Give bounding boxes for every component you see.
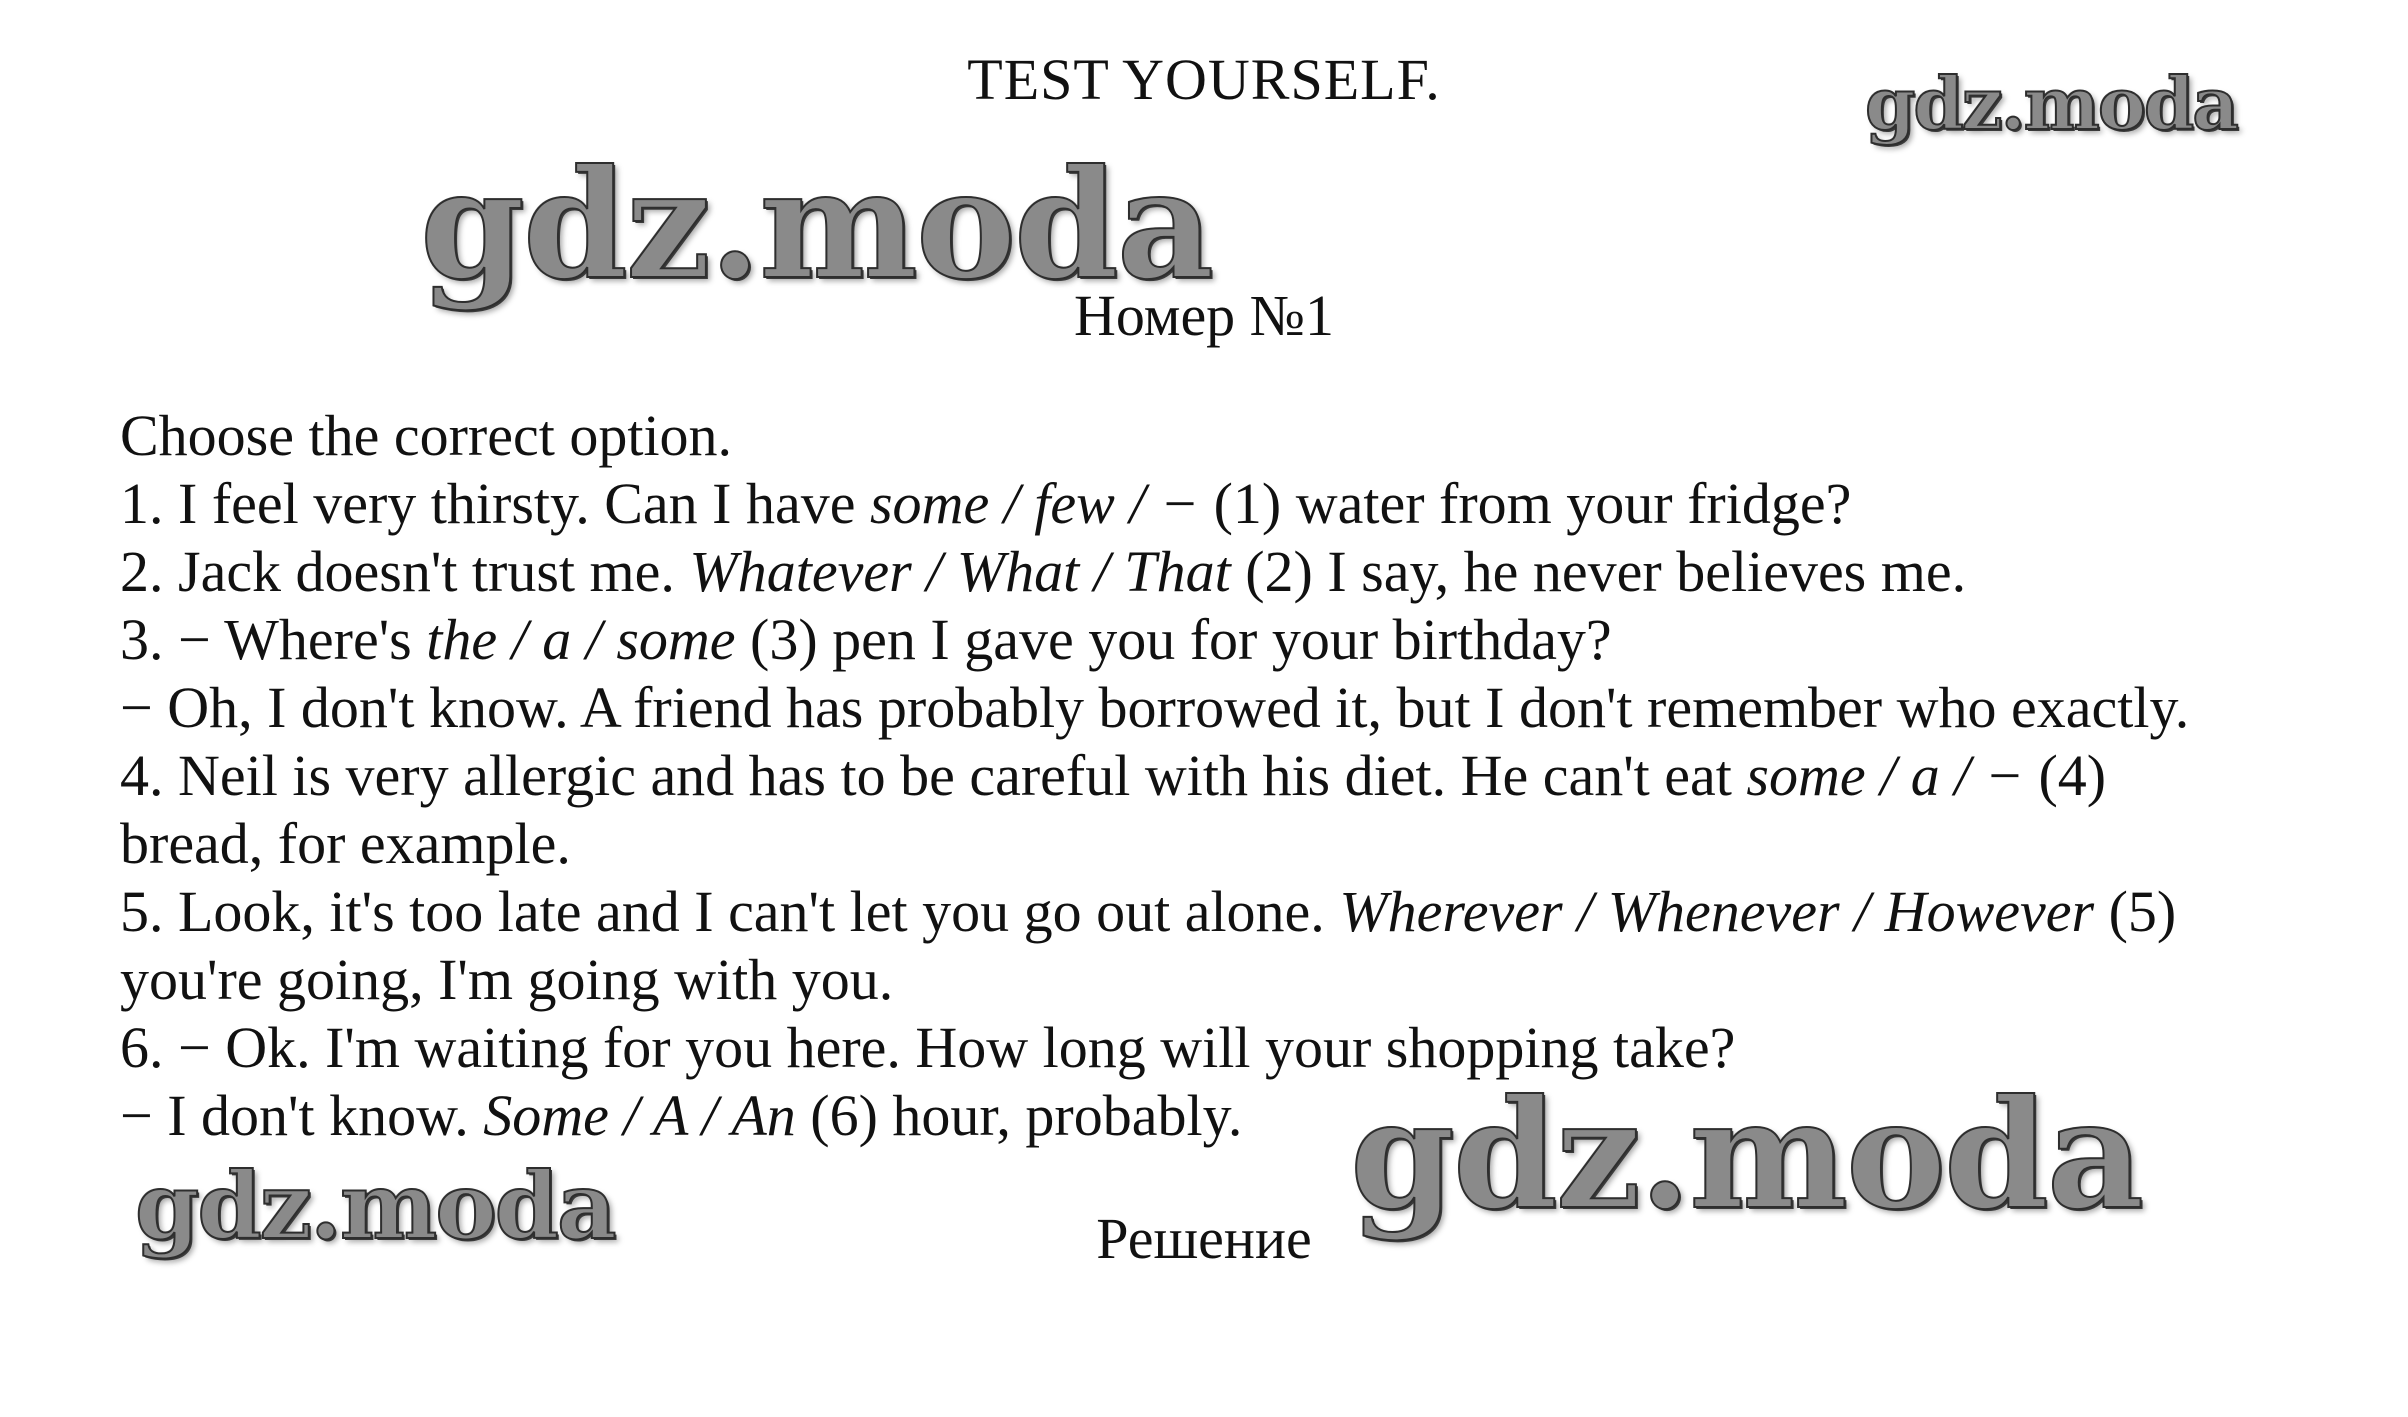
exercise-number: Номер №1 [1073,283,1335,348]
question-1: 1. I feel very thirsty. Can I have some / few / − (1) water from your fridge? [120,471,1852,536]
instruction: Choose the correct option. [120,403,733,468]
options-4: some / a / − [1746,743,2024,808]
watermark-logo: gdz.moda [420,137,1213,313]
options-6: Some / A / An [483,1083,796,1148]
question-3: 3. − Where's the / a / some (3) pen I gave you for your birthday? [120,607,1612,672]
options-2: Whatever / What / That [689,539,1231,604]
question-6: 6. − Ok. I'm waiting for you here. How long will your shopping take? [120,1015,1736,1080]
watermark-logo: gdz.moda [1350,1067,2143,1243]
question-5: 5. Look, it's too late and I can't let you go out alone. Wherever / Whenever / However (5) [120,879,2177,944]
question-6-reply: − I don't know. Some / A / An (6) hour, probably. [120,1083,1243,1148]
question-3-reply: − Oh, I don't know. A friend has probably borrowed it, but I don't remember who exactly. [120,675,2190,740]
question-4-cont: bread, for example. [120,811,571,876]
question-2: 2. Jack doesn't trust me. Whatever / What / That (2) I say, he never believes me. [120,539,1967,604]
watermark-logo: gdz.moda [1865,61,2237,146]
options-1: some / few / − [869,471,1200,536]
question-4: 4. Neil is very allergic and has to be careful with his diet. He can't eat some / a / − (4) [120,743,2107,808]
exercise-body [120,402,2300,1150]
options-5: Wherever / Whenever / However [1339,879,2095,944]
solution-heading: Решение [1096,1206,1312,1271]
question-5-cont: you're going, I'm going with you. [120,947,894,1012]
page-title: TEST YOURSELF. [967,47,1441,112]
options-3: the / a / some [426,607,736,672]
watermark-logo: gdz.moda [135,1152,615,1260]
